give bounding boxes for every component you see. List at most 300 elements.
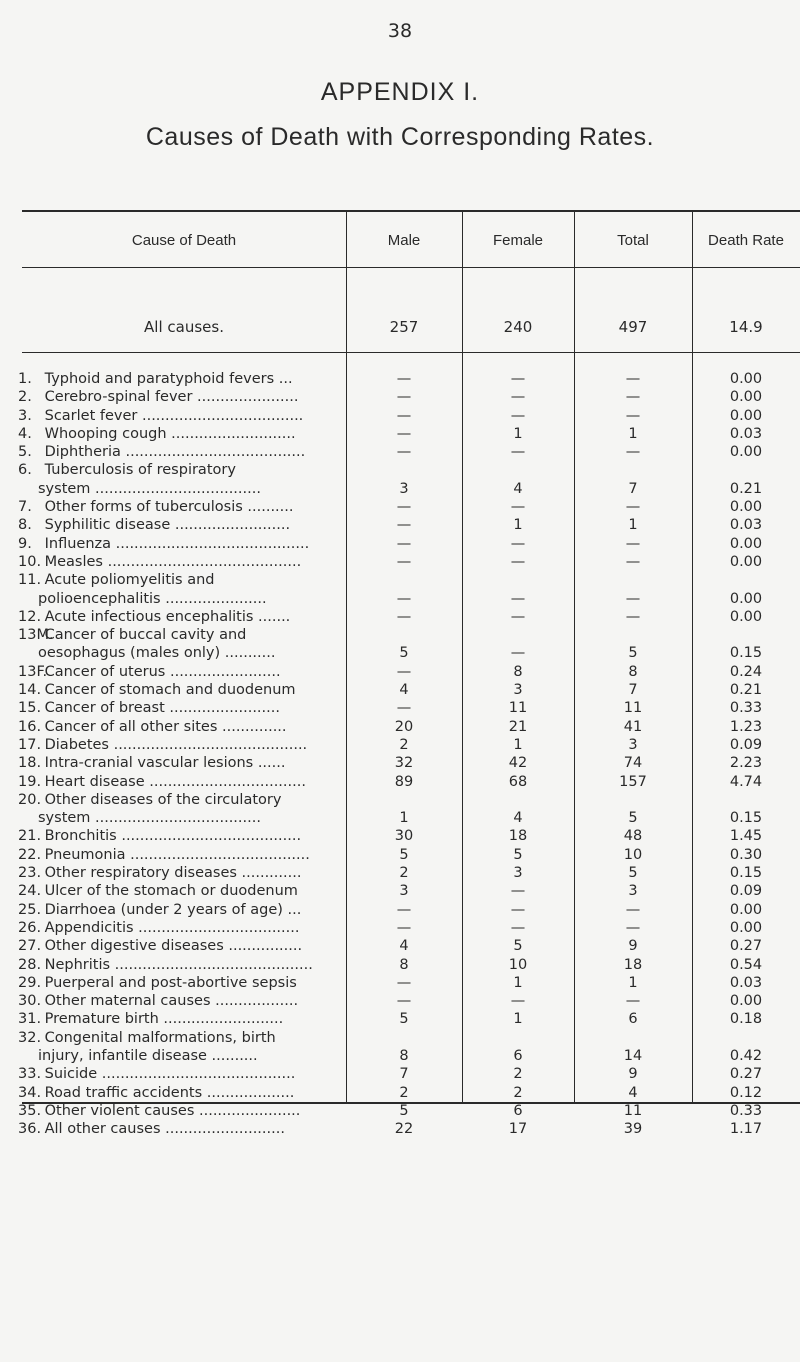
total-count: — [625, 535, 641, 552]
cause-label: Intra-cranial vascular lesions ...... [44, 755, 286, 772]
cause-line-1 [18, 425, 344, 443]
table-row [0, 535, 800, 553]
male-count: 5 [399, 1102, 409, 1119]
female-count: — [510, 590, 526, 607]
death-rate: 0.18 [729, 1011, 763, 1028]
female-count: — [510, 553, 526, 570]
all-causes-label: All causes. [144, 318, 224, 336]
cause-label: Road traffic accidents ................... [44, 1084, 295, 1101]
total-count: 9 [628, 1066, 638, 1083]
cause-label: Premature birth .......................... [44, 1011, 284, 1028]
death-rate: 0.15 [729, 865, 763, 882]
cause-label: Cancer of uterus ........................ [44, 663, 281, 680]
table-row [0, 773, 800, 791]
death-rate: 0.15 [729, 645, 763, 662]
death-rate: 2.23 [729, 755, 763, 772]
cause-label: Cancer of breast ........................ [44, 700, 280, 717]
total-count: 11 [623, 1102, 643, 1119]
table-row [0, 846, 800, 864]
cause-line-1 [18, 1029, 344, 1047]
table-row [0, 882, 800, 900]
cause-number: 32. [18, 1029, 42, 1046]
cause-name [18, 1010, 344, 1028]
male-count: 32 [394, 755, 414, 772]
cause-label: Other diseases of the circulatory [44, 791, 282, 808]
cause-label: Scarlet fever ................................... [44, 407, 304, 424]
cause-line-1 [18, 1010, 344, 1028]
female-count: 8 [513, 663, 523, 680]
female-count: 21 [508, 718, 528, 735]
cause-number: 17. [18, 736, 42, 753]
female-count: — [510, 499, 526, 516]
table-row [0, 553, 800, 571]
total-count: — [625, 919, 641, 936]
male-count: — [396, 444, 412, 461]
table-row [0, 681, 800, 699]
cause-line-1 [18, 443, 344, 461]
total-count: 48 [623, 828, 643, 845]
cause-line-1 [18, 882, 344, 900]
cause-label: Other respiratory diseases ............. [44, 865, 302, 882]
total-count: — [625, 389, 641, 406]
cause-number: 19. [18, 773, 42, 790]
cause-name [18, 901, 344, 919]
female-count: 1 [513, 517, 523, 534]
cause-label: Syphilitic disease ......................... [44, 517, 291, 534]
cause-number: 22. [18, 846, 42, 863]
cause-line-1 [18, 663, 344, 681]
death-rate: 0.03 [729, 974, 763, 991]
cause-number: 25. [18, 901, 42, 918]
table-row [0, 919, 800, 937]
cause-line-1 [18, 791, 344, 809]
cause-label: Cancer of buccal cavity and [44, 627, 247, 644]
cause-line-2: injury, infantile disease .......... [38, 1047, 258, 1064]
cause-line-1 [18, 516, 344, 534]
total-count: — [625, 499, 641, 516]
male-count: 2 [399, 1084, 409, 1101]
male-count: 20 [394, 718, 414, 735]
male-count: — [396, 608, 412, 625]
cause-number: 14. [18, 682, 42, 699]
male-count: — [396, 919, 412, 936]
cause-number: 10. [18, 553, 42, 570]
total-count: 4 [628, 1084, 638, 1101]
total-count: — [625, 444, 641, 461]
cause-label: Measles .......................................... [44, 553, 302, 570]
total-count: — [625, 371, 641, 387]
cause-line-1 [18, 919, 344, 937]
cause-name [18, 718, 344, 736]
total-count: 6 [628, 1011, 638, 1028]
male-count: 22 [394, 1121, 414, 1138]
cause-label: All other causes .......................... [44, 1121, 285, 1138]
cause-name [18, 882, 344, 900]
cause-name [18, 553, 344, 571]
cause-name [18, 571, 344, 608]
cause-number: 34. [18, 1084, 42, 1101]
page-number: 38 [387, 20, 413, 42]
death-rate: 0.33 [729, 700, 763, 717]
cause-label: Ulcer of the stomach or duodenum [44, 883, 298, 900]
total-count: 5 [628, 810, 638, 827]
table-row [0, 1102, 800, 1120]
female-count: — [510, 919, 526, 936]
cause-label: Heart disease .................................. [44, 773, 306, 790]
cause-label: Suicide .......................................... [44, 1066, 296, 1083]
table-row [0, 699, 800, 717]
table-top-rule [22, 210, 800, 212]
death-rate: 1.17 [729, 1121, 763, 1138]
all-causes-male: 257 [389, 318, 419, 336]
death-rate: 0.21 [729, 682, 763, 699]
table-row [0, 571, 800, 608]
female-count: 18 [508, 828, 528, 845]
male-count: 8 [399, 956, 409, 973]
cause-name [18, 425, 344, 443]
death-rate: 0.54 [729, 956, 763, 973]
cause-number: 33. [18, 1066, 42, 1083]
cause-label: Acute infectious encephalitis ....... [44, 608, 291, 625]
death-rate: 0.21 [729, 480, 763, 497]
female-count: 4 [513, 480, 523, 497]
cause-name [18, 827, 344, 845]
cause-label: Diarrhoea (under 2 years of age) ... [44, 901, 302, 918]
cause-name [18, 370, 344, 388]
cause-label: Puerperal and post-abortive sepsis [44, 974, 297, 991]
table-row [0, 937, 800, 955]
death-rate: 0.00 [729, 389, 763, 406]
cause-line-1 [18, 992, 344, 1010]
all-causes-total: 497 [618, 318, 648, 336]
cause-line-1 [18, 718, 344, 736]
cause-number: 3. [18, 407, 32, 424]
female-count: 42 [508, 755, 528, 772]
male-count: — [396, 371, 412, 387]
cause-name [18, 773, 344, 791]
cause-line-1 [18, 535, 344, 553]
male-count: — [396, 663, 412, 680]
female-count: 6 [513, 1047, 523, 1064]
total-count: 8 [628, 663, 638, 680]
cause-name [18, 535, 344, 553]
total-count: — [625, 590, 641, 607]
death-rate: 1.23 [729, 718, 763, 735]
table-row [0, 1120, 800, 1138]
appendix-title: APPENDIX I. [320, 78, 480, 106]
cause-line-1 [18, 974, 344, 992]
female-count: 1 [513, 1011, 523, 1028]
death-rate: 0.00 [729, 499, 763, 516]
death-rate: 4.74 [729, 773, 763, 790]
death-rate: 0.03 [729, 425, 763, 442]
header-female: Female [492, 232, 544, 249]
cause-name [18, 1084, 344, 1102]
cause-number: 36. [18, 1121, 42, 1138]
male-count: 2 [399, 736, 409, 753]
female-count: — [510, 645, 526, 662]
cause-name [18, 443, 344, 461]
male-count: — [396, 993, 412, 1010]
female-count: 3 [513, 682, 523, 699]
death-rate: 0.30 [729, 846, 763, 863]
cause-number: 21. [18, 828, 42, 845]
cause-label: Nephritis ........................................... [44, 956, 313, 973]
death-rate: 0.00 [729, 993, 763, 1010]
total-count: 1 [628, 517, 638, 534]
female-count: 1 [513, 425, 523, 442]
cause-number: 13M. [18, 627, 54, 644]
cause-name [18, 699, 344, 717]
male-count: — [396, 974, 412, 991]
cause-line-2: system .................................... [38, 480, 261, 497]
male-count: 1 [399, 810, 409, 827]
total-count: 7 [628, 480, 638, 497]
table-row [0, 1010, 800, 1028]
cause-number: 27. [18, 938, 42, 955]
table-row [0, 626, 800, 663]
total-count: 14 [623, 1047, 643, 1064]
female-count: 5 [513, 846, 523, 863]
female-count: 1 [513, 736, 523, 753]
female-count: 3 [513, 865, 523, 882]
table-row [0, 827, 800, 845]
header-rate: Death Rate [708, 232, 784, 249]
cause-line-1 [18, 1120, 344, 1138]
death-rate: 0.00 [729, 371, 763, 387]
table-row [0, 754, 800, 772]
cause-number: 18. [18, 755, 42, 772]
cause-name [18, 626, 344, 663]
cause-label: Cerebro-spinal fever ...................... [44, 389, 299, 406]
male-count: — [396, 700, 412, 717]
female-count: 68 [508, 773, 528, 790]
table-row [0, 498, 800, 516]
female-count: — [510, 407, 526, 424]
cause-line-1 [18, 407, 344, 425]
cause-rows [0, 370, 800, 1138]
cause-name [18, 992, 344, 1010]
cause-label: Other digestive diseases ................ [44, 938, 303, 955]
total-count: 9 [628, 938, 638, 955]
total-count: 5 [628, 645, 638, 662]
death-rate: 0.24 [729, 663, 763, 680]
total-count: 39 [623, 1121, 643, 1138]
total-count: 1 [628, 425, 638, 442]
female-count: — [510, 371, 526, 387]
header-total: Total [617, 232, 649, 249]
female-count: — [510, 608, 526, 625]
cause-label: Typhoid and paratyphoid fevers ... [44, 371, 293, 387]
cause-label: Cancer of all other sites .............. [44, 718, 287, 735]
death-rate: 1.45 [729, 828, 763, 845]
allcauses-bottom-rule [22, 352, 800, 353]
cause-line-1 [18, 827, 344, 845]
cause-number: 31. [18, 1011, 42, 1028]
female-count: 11 [508, 700, 528, 717]
male-count: 4 [399, 682, 409, 699]
cause-label: Whooping cough ........................... [44, 425, 296, 442]
cause-name [18, 846, 344, 864]
cause-name [18, 791, 344, 828]
female-count: 2 [513, 1066, 523, 1083]
male-count: 7 [399, 1066, 409, 1083]
female-count: — [510, 535, 526, 552]
cause-number: 5. [18, 444, 32, 461]
male-count: — [396, 407, 412, 424]
cause-number: 16. [18, 718, 42, 735]
female-count: — [510, 444, 526, 461]
cause-label: Diabetes .......................................... [44, 736, 308, 753]
all-causes-female: 240 [503, 318, 533, 336]
cause-label: Other violent causes ...................... [44, 1102, 301, 1119]
cause-number: 26. [18, 919, 42, 936]
death-rate: 0.33 [729, 1102, 763, 1119]
table-row [0, 443, 800, 461]
cause-line-1 [18, 571, 344, 589]
male-count: 8 [399, 1047, 409, 1064]
cause-name [18, 663, 344, 681]
female-count: — [510, 883, 526, 900]
cause-label: Tuberculosis of respiratory [44, 462, 236, 479]
cause-line-2: system .................................... [38, 810, 261, 827]
death-rate: 0.42 [729, 1047, 763, 1064]
total-count: — [625, 553, 641, 570]
cause-number: 20. [18, 791, 42, 808]
cause-line-1 [18, 901, 344, 919]
cause-line-1 [18, 754, 344, 772]
death-rate: 0.12 [729, 1084, 763, 1101]
total-count: 3 [628, 883, 638, 900]
cause-line-1 [18, 736, 344, 754]
total-count: — [625, 993, 641, 1010]
table-row [0, 425, 800, 443]
male-count: — [396, 535, 412, 552]
table-row [0, 388, 800, 406]
total-count: 7 [628, 682, 638, 699]
cause-number: 23. [18, 865, 42, 882]
cause-label: Appendicitis ................................... [44, 919, 300, 936]
cause-line-1 [18, 1084, 344, 1102]
cause-label: Acute poliomyelitis and [44, 572, 215, 589]
cause-line-1 [18, 1065, 344, 1083]
cause-line-1 [18, 937, 344, 955]
cause-number: 11. [18, 572, 42, 589]
male-count: 30 [394, 828, 414, 845]
male-count: — [396, 425, 412, 442]
death-rate: 0.00 [729, 919, 763, 936]
male-count: 2 [399, 865, 409, 882]
cause-label: Cancer of stomach and duodenum [44, 682, 296, 699]
cause-label: Pneumonia ....................................... [44, 846, 310, 863]
cause-label: Bronchitis ....................................... [44, 828, 302, 845]
all-causes-rate: 14.9 [729, 318, 763, 336]
female-count: 17 [508, 1121, 528, 1138]
total-count: 74 [623, 755, 643, 772]
cause-line-1 [18, 370, 344, 388]
cause-number: 7. [18, 499, 32, 516]
death-rate: 0.00 [729, 590, 763, 607]
male-count: 89 [394, 773, 414, 790]
cause-line-1 [18, 1102, 344, 1120]
total-count: 41 [623, 718, 643, 735]
death-rate: 0.03 [729, 517, 763, 534]
total-count: 11 [623, 700, 643, 717]
death-rate: 0.00 [729, 608, 763, 625]
cause-line-1 [18, 846, 344, 864]
cause-line-1 [18, 388, 344, 406]
page-subtitle: Causes of Death with Corresponding Rates. [145, 123, 655, 151]
cause-line-1 [18, 699, 344, 717]
cause-name [18, 864, 344, 882]
cause-line-1 [18, 498, 344, 516]
female-count: — [510, 993, 526, 1010]
cause-name [18, 754, 344, 772]
header-bottom-rule [22, 267, 800, 268]
male-count: 5 [399, 1011, 409, 1028]
total-count: 3 [628, 736, 638, 753]
male-count: — [396, 590, 412, 607]
cause-label: Congenital malformations, birth [44, 1029, 276, 1046]
male-count: — [396, 517, 412, 534]
cause-name [18, 1065, 344, 1083]
cause-number: 9. [18, 535, 32, 552]
cause-line-2: oesophagus (males only) ........... [38, 645, 276, 662]
cause-number: 12. [18, 608, 42, 625]
total-count: 157 [619, 773, 647, 790]
male-count: 4 [399, 938, 409, 955]
cause-line-1 [18, 626, 344, 644]
death-rate: 0.09 [729, 883, 763, 900]
female-count: 4 [513, 810, 523, 827]
cause-number: 2. [18, 389, 32, 406]
male-count: 3 [399, 480, 409, 497]
cause-line-1 [18, 956, 344, 974]
table-row [0, 736, 800, 754]
total-count: 10 [623, 846, 643, 863]
table-row [0, 663, 800, 681]
female-count: 2 [513, 1084, 523, 1101]
cause-number: 35. [18, 1102, 42, 1119]
cause-name [18, 681, 344, 699]
female-count: 6 [513, 1102, 523, 1119]
male-count: — [396, 389, 412, 406]
table-row [0, 901, 800, 919]
total-count: — [625, 901, 641, 918]
total-count: — [625, 407, 641, 424]
female-count: 10 [508, 956, 528, 973]
cause-name [18, 1029, 344, 1066]
cause-name [18, 461, 344, 498]
cause-number: 6. [18, 462, 32, 479]
cause-name [18, 937, 344, 955]
table-row [0, 1084, 800, 1102]
male-count: 5 [399, 846, 409, 863]
death-rate: 0.27 [729, 1066, 763, 1083]
male-count: — [396, 553, 412, 570]
total-count: — [625, 608, 641, 625]
table-row [0, 370, 800, 388]
cause-number: 15. [18, 700, 42, 717]
death-rate: 0.15 [729, 810, 763, 827]
cause-number: 29. [18, 974, 42, 991]
death-rate: 0.09 [729, 736, 763, 753]
death-rate: 0.00 [729, 444, 763, 461]
female-count: 1 [513, 974, 523, 991]
header-male: Male [387, 232, 421, 249]
cause-line-1 [18, 461, 344, 479]
table-row [0, 407, 800, 425]
